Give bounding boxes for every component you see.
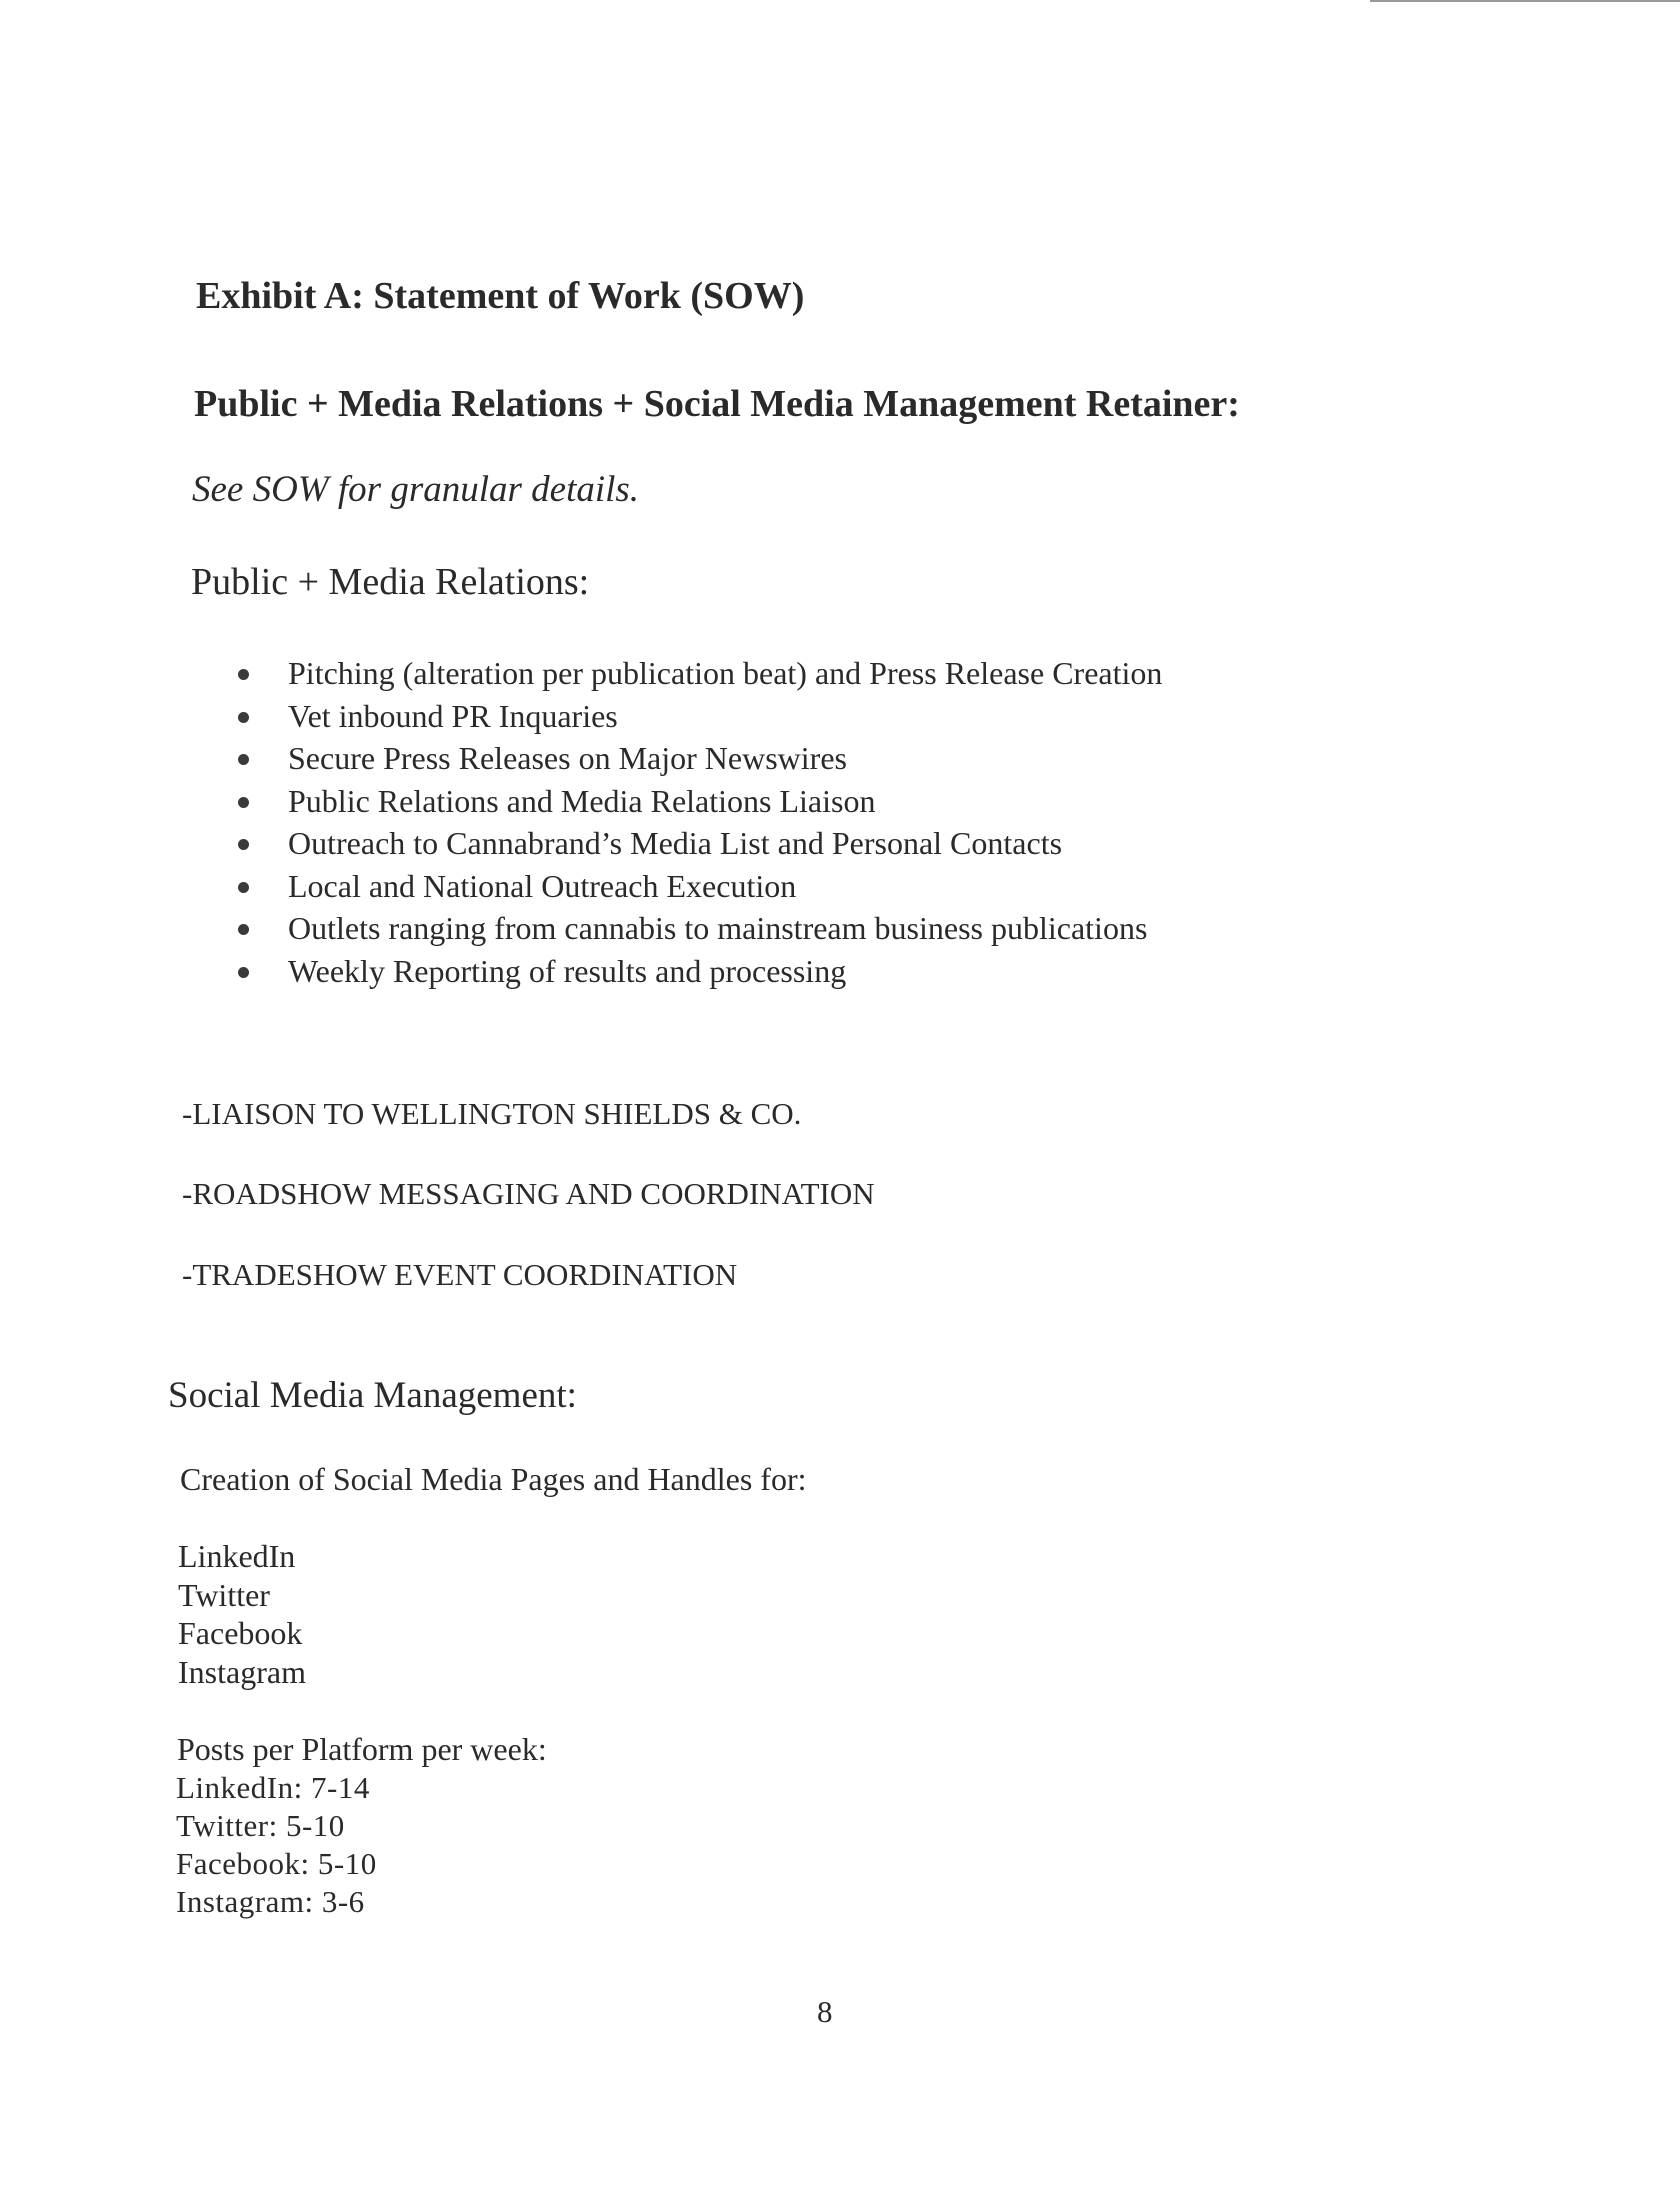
platform-item: Twitter xyxy=(178,1576,270,1613)
list-item xyxy=(236,865,1162,908)
posts-item: Twitter: 5-10 xyxy=(176,1808,345,1843)
retainer-heading: Public + Media Relations + Social Media Management Retainer: xyxy=(194,383,1240,425)
posts-list xyxy=(176,1769,377,1921)
list-item xyxy=(236,737,1162,780)
list-item-text: Vet inbound PR Inquaries xyxy=(288,697,618,734)
service-liaison: -LIAISON TO WELLINGTON SHIELDS & CO. xyxy=(182,1096,802,1131)
posts-heading: Posts per Platform per week: xyxy=(177,1731,547,1767)
list-item-text: Outlets ranging from cannabis to mainstream business publications xyxy=(288,910,1148,946)
sow-note: See SOW for granular details. xyxy=(192,469,640,510)
posts-item: LinkedIn: 7-14 xyxy=(176,1770,370,1805)
list-item xyxy=(236,950,1162,993)
list-item-text: Outreach to Cannabrand’s Media List and Personal Contacts xyxy=(288,825,1063,861)
section-title-social-media: Social Media Management: xyxy=(168,1375,577,1416)
platform-item: LinkedIn xyxy=(178,1538,296,1574)
service-roadshow: -ROADSHOW MESSAGING AND COORDINATION xyxy=(182,1176,875,1211)
public-media-relations-list xyxy=(236,652,1162,992)
creation-label: Creation of Social Media Pages and Handles for: xyxy=(180,1461,807,1497)
page-number: 8 xyxy=(817,1994,833,2029)
list-item xyxy=(236,652,1162,695)
bullet-icon xyxy=(238,839,249,850)
list-item xyxy=(236,780,1162,823)
platform-item: Instagram xyxy=(178,1653,306,1690)
platform-item: Facebook xyxy=(178,1615,303,1651)
posts-item: Instagram: 3-6 xyxy=(176,1884,365,1919)
bullet-icon xyxy=(238,669,249,680)
list-item-text: Secure Press Releases on Major Newswires xyxy=(288,740,847,776)
bullet-icon xyxy=(238,712,249,723)
list-item-text: Public Relations and Media Relations Liaison xyxy=(288,782,876,819)
section-title-public-media-relations: Public + Media Relations: xyxy=(191,561,590,603)
list-item xyxy=(236,822,1162,865)
list-item xyxy=(236,695,1162,738)
scan-edge-line xyxy=(1370,0,1680,2)
bullet-icon xyxy=(238,754,249,765)
list-item-text: Pitching (alteration per publication beat) and Press Release Creation xyxy=(288,655,1163,691)
exhibit-heading: Exhibit A: Statement of Work (SOW) xyxy=(196,275,805,317)
bullet-icon xyxy=(238,882,249,893)
list-item-text: Weekly Reporting of results and processing xyxy=(288,952,847,989)
list-item xyxy=(236,907,1162,950)
service-tradeshow: -TRADESHOW EVENT COORDINATION xyxy=(182,1257,738,1292)
bullet-icon xyxy=(238,797,249,808)
bullet-icon xyxy=(238,924,249,935)
platform-list xyxy=(178,1537,306,1691)
posts-item: Facebook: 5-10 xyxy=(176,1846,377,1881)
list-item-text: Local and National Outreach Execution xyxy=(288,867,797,904)
bullet-icon xyxy=(238,967,249,978)
